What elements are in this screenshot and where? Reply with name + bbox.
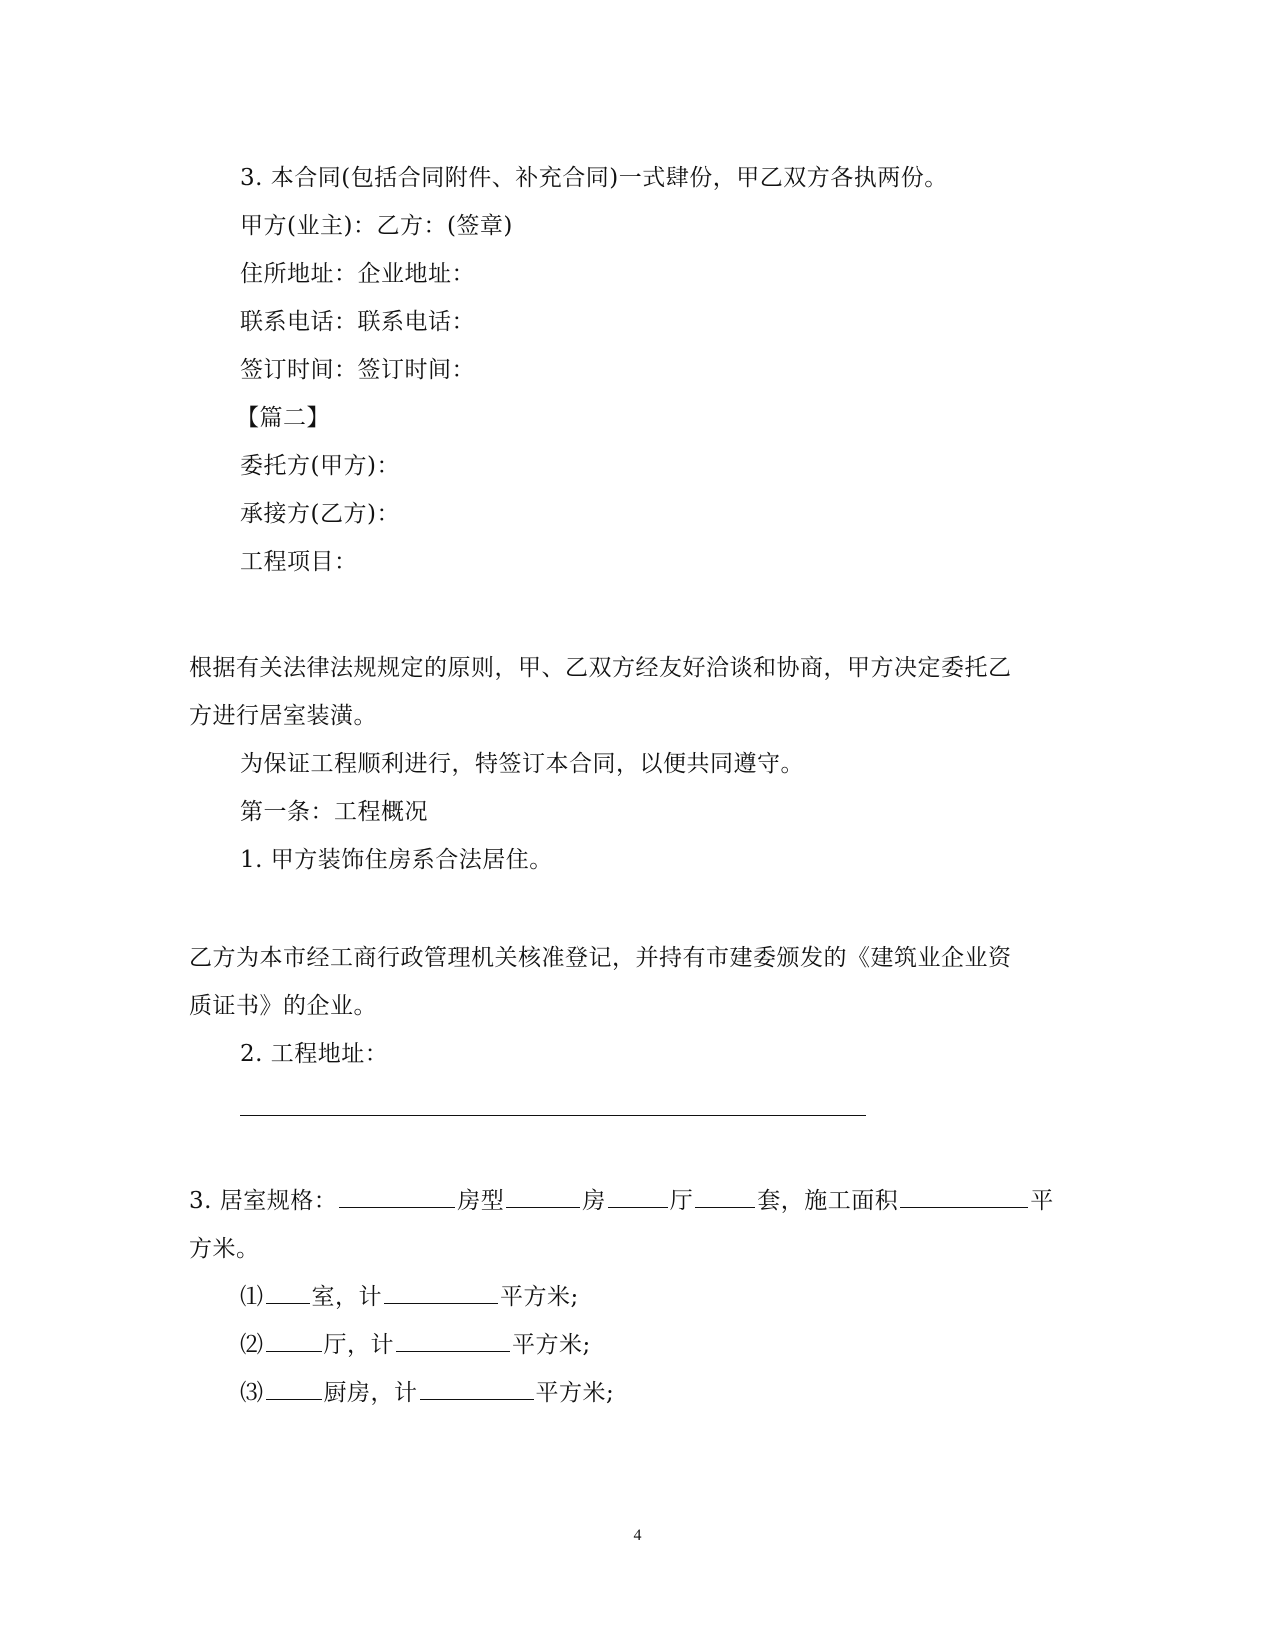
- client-label: 委托方(甲方)：: [240, 453, 400, 479]
- paragraph-principle-2: 方进行居室装潢。: [189, 703, 377, 729]
- section-heading: 【篇二】: [236, 405, 330, 431]
- spec-word-5: 平: [1030, 1188, 1054, 1214]
- address-label: 住所地址：企业地址：: [240, 261, 475, 287]
- spec-blank-5: [900, 1187, 1028, 1208]
- phone-label: 联系电话：联系电话：: [240, 309, 475, 335]
- room-line-3: [240, 1378, 614, 1408]
- spec-word-2: 房: [582, 1188, 606, 1214]
- spec-blank-1: [339, 1187, 455, 1208]
- room-line-1: [240, 1282, 579, 1312]
- room-unit: 平方米;: [535, 1380, 615, 1406]
- clause-3-copies: 3. 本合同(包括合同附件、补充合同)一式肆份，甲乙双方各执两份。: [240, 165, 948, 191]
- item-2-address: 2. 工程地址：: [240, 1041, 389, 1067]
- room-unit: 平方米;: [512, 1332, 591, 1358]
- page-number: 4: [633, 1527, 642, 1544]
- spec-word-1: 房型: [457, 1188, 505, 1214]
- item-3-spec: [189, 1186, 1054, 1216]
- room-number: ⑶: [240, 1380, 264, 1406]
- article-1-heading: 第一条：工程概况: [240, 799, 428, 825]
- spec-blank-4: [695, 1187, 755, 1208]
- spec-word-4: 套，施工面积: [757, 1188, 899, 1214]
- spec-prefix: 3. 居室规格：: [189, 1188, 338, 1214]
- room-line-2: [240, 1330, 591, 1360]
- paragraph-qualification-1: 乙方为本市经工商行政管理机关核准登记，并持有市建委颁发的《建筑业企业资: [189, 945, 1012, 971]
- spec-word-3: 厅: [669, 1188, 694, 1214]
- address-blank-line: [240, 1115, 866, 1116]
- room-count-blank: [266, 1283, 310, 1304]
- contractor-label: 承接方(乙方)：: [240, 501, 400, 527]
- spec-blank-2: [506, 1187, 580, 1208]
- paragraph-principle-1: 根据有关法律法规规定的原则，甲、乙双方经友好洽谈和协商，甲方决定委托乙: [189, 655, 1012, 681]
- room-area-blank: [420, 1379, 534, 1400]
- item-3-spec-cont: 方米。: [189, 1236, 260, 1262]
- room-name: 厨房，计: [323, 1380, 418, 1406]
- paragraph-qualification-2: 质证书》的企业。: [189, 993, 377, 1019]
- item-1: 1. 甲方装饰住房系合法居住。: [240, 847, 553, 873]
- project-label: 工程项目：: [240, 549, 358, 575]
- party-a-label: 甲方(业主)：乙方：(签章): [240, 213, 513, 239]
- room-number: ⑴: [240, 1284, 264, 1310]
- room-name: 室，计: [311, 1284, 382, 1310]
- spec-blank-3: [608, 1187, 668, 1208]
- room-area-blank: [396, 1331, 510, 1352]
- paragraph-purpose: 为保证工程顺利进行，特签订本合同，以便共同遵守。: [240, 751, 804, 777]
- room-area-blank: [384, 1283, 498, 1304]
- room-count-blank: [266, 1379, 322, 1400]
- room-number: ⑵: [240, 1332, 264, 1358]
- room-count-blank: [266, 1331, 322, 1352]
- sign-date-label: 签订时间：签订时间：: [240, 357, 475, 383]
- room-name: 厅，计: [323, 1332, 394, 1358]
- room-unit: 平方米;: [500, 1284, 579, 1310]
